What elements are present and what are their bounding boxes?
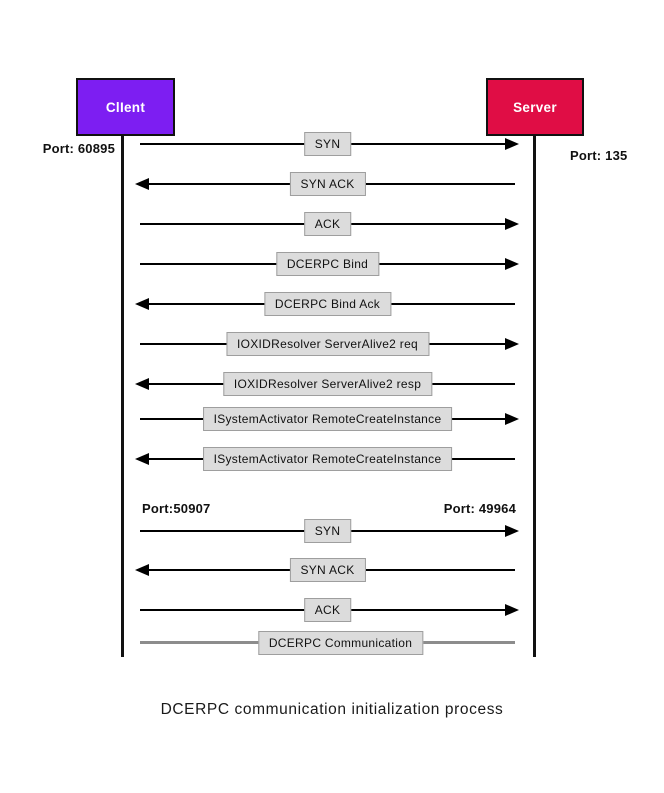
message-label: IOXIDResolver ServerAlive2 req <box>226 332 429 356</box>
arrow-right-icon <box>505 413 519 425</box>
message-row <box>137 519 518 543</box>
client-label: ClIent <box>105 99 146 115</box>
message-row <box>137 172 518 196</box>
diagram-caption: DCERPC communication initialization process <box>160 701 504 718</box>
arrow-right-icon <box>505 525 519 537</box>
arrow-right-icon <box>505 338 519 350</box>
server-port-label: Port: 135 <box>570 148 628 163</box>
message-row <box>137 372 518 396</box>
message-label: ISystemActivator RemoteCreateInstance <box>203 407 453 431</box>
client-lifeline <box>121 136 124 657</box>
message-label: SYN ACK <box>289 558 365 582</box>
message-label: DCERPC Bind Ack <box>264 292 391 316</box>
arrow-right-icon <box>505 218 519 230</box>
message-label: SYN ACK <box>289 172 365 196</box>
arrow-left-icon <box>135 378 149 390</box>
message-row <box>137 212 518 236</box>
message-label: SYN <box>304 132 352 156</box>
arrow-left-icon <box>135 298 149 310</box>
arrow-right-icon <box>505 604 519 616</box>
client-port-label: Port: 60895 <box>42 141 115 156</box>
message-label: ISystemActivator RemoteCreateInstance <box>203 447 453 471</box>
client-box <box>76 78 175 136</box>
message-row <box>137 407 518 431</box>
server-box <box>486 78 584 136</box>
server-lifeline <box>533 136 536 657</box>
arrow-left-icon <box>135 453 149 465</box>
message-row <box>137 252 518 276</box>
client-port-label-2: Port:50907 <box>142 501 211 516</box>
message-label: ACK <box>304 212 352 236</box>
message-label: IOXIDResolver ServerAlive2 resp <box>223 372 432 396</box>
server-port-label-2: Port: 49964 <box>443 501 516 516</box>
arrow-right-icon <box>505 258 519 270</box>
message-label: DCERPC Communication <box>258 631 423 655</box>
message-row <box>137 447 518 471</box>
arrow-left-icon <box>135 564 149 576</box>
arrow-left-icon <box>135 178 149 190</box>
message-label: DCERPC Bind <box>276 252 379 276</box>
message-row <box>137 558 518 582</box>
message-row <box>137 332 518 356</box>
message-row <box>137 631 518 655</box>
message-row <box>137 598 518 622</box>
arrow-right-icon <box>505 138 519 150</box>
message-label: SYN <box>304 519 352 543</box>
message-label: ACK <box>304 598 352 622</box>
message-row <box>137 132 518 156</box>
server-label: Server <box>513 99 557 115</box>
message-row <box>137 292 518 316</box>
